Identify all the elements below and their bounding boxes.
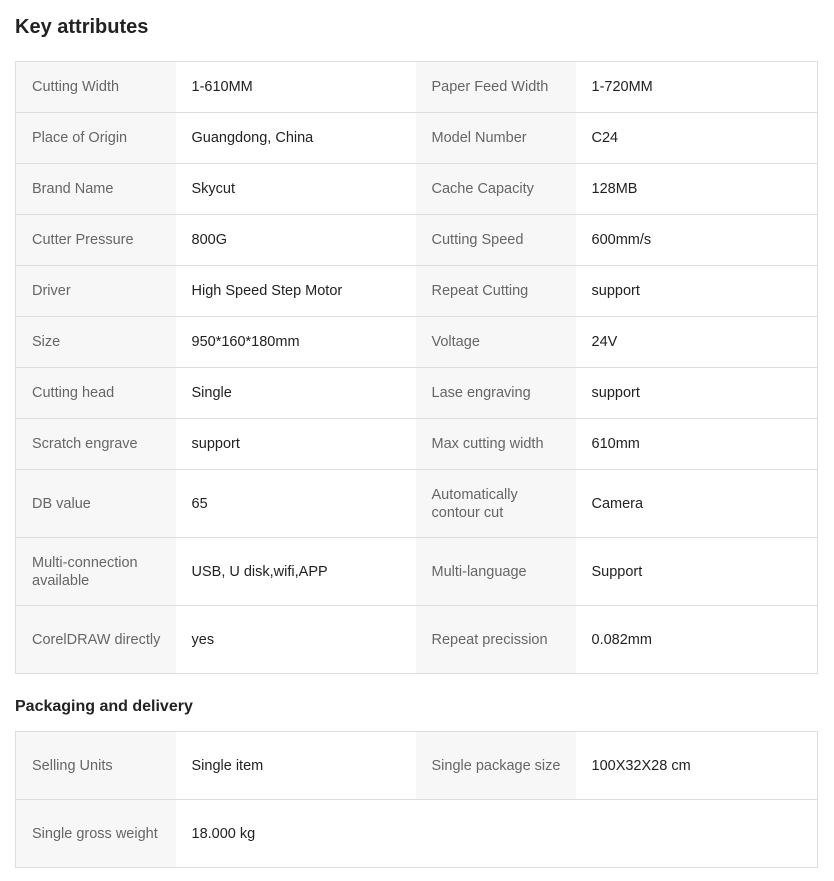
attribute-value: Guangdong, China (176, 113, 416, 164)
packaging-table (15, 731, 818, 868)
attribute-value: 65 (176, 470, 416, 538)
attribute-label: Cutting Speed (416, 215, 576, 266)
attribute-label: Cutting head (16, 368, 176, 419)
attribute-label: Place of Origin (16, 113, 176, 164)
attribute-label: Single package size (416, 732, 576, 800)
attribute-label: Repeat Cutting (416, 266, 576, 317)
attribute-label: Cutting Width (16, 62, 176, 113)
attribute-label: Automatically contour cut (416, 470, 576, 538)
attribute-label: Model Number (416, 113, 576, 164)
attribute-value: Skycut (176, 164, 416, 215)
attribute-label: Multi-language (416, 538, 576, 606)
attribute-value: Support (576, 538, 818, 606)
attribute-label: Selling Units (16, 732, 176, 800)
attribute-label: Scratch engrave (16, 419, 176, 470)
table-row (16, 419, 818, 470)
table-row (16, 266, 818, 317)
empty-cell (416, 800, 818, 868)
attribute-value: USB, U disk,wifi,APP (176, 538, 416, 606)
attribute-value: 600mm/s (576, 215, 818, 266)
attribute-value: support (176, 419, 416, 470)
table-row (16, 538, 818, 606)
attribute-value: 800G (176, 215, 416, 266)
attribute-value: 610mm (576, 419, 818, 470)
table-row (16, 62, 818, 113)
attribute-label: Lase engraving (416, 368, 576, 419)
table-row (16, 317, 818, 368)
attribute-label: Repeat precission (416, 606, 576, 674)
key-attributes-table (15, 61, 818, 674)
attribute-label: Driver (16, 266, 176, 317)
table-row (16, 800, 818, 868)
attribute-value: support (576, 266, 818, 317)
attribute-label: DB value (16, 470, 176, 538)
attribute-label: Size (16, 317, 176, 368)
attribute-value: yes (176, 606, 416, 674)
attribute-value: Single item (176, 732, 416, 800)
table-row (16, 732, 818, 800)
attribute-label: Single gross weight (16, 800, 176, 868)
table-row (16, 215, 818, 266)
attribute-value: 128MB (576, 164, 818, 215)
table-row (16, 164, 818, 215)
attribute-label: Multi-connection available (16, 538, 176, 606)
attribute-value: 100X32X28 cm (576, 732, 818, 800)
attribute-label: Cache Capacity (416, 164, 576, 215)
attribute-label: Cutter Pressure (16, 215, 176, 266)
attribute-label: Brand Name (16, 164, 176, 215)
attribute-label: Max cutting width (416, 419, 576, 470)
attribute-label: Paper Feed Width (416, 62, 576, 113)
attribute-value: 950*160*180mm (176, 317, 416, 368)
attribute-value: support (576, 368, 818, 419)
table-row (16, 113, 818, 164)
attribute-value: High Speed Step Motor (176, 266, 416, 317)
attribute-value: Single (176, 368, 416, 419)
attribute-value: 18.000 kg (176, 800, 416, 868)
attribute-value: 1-610MM (176, 62, 416, 113)
table-row (16, 606, 818, 674)
table-row (16, 470, 818, 538)
attribute-value: Camera (576, 470, 818, 538)
key-attributes-title: Key attributes (15, 16, 149, 38)
attribute-value: C24 (576, 113, 818, 164)
table-row (16, 368, 818, 419)
attribute-value: 1-720MM (576, 62, 818, 113)
attribute-label: Voltage (416, 317, 576, 368)
attribute-value: 0.082mm (576, 606, 818, 674)
attribute-label: CorelDRAW directly (16, 606, 176, 674)
packaging-title: Packaging and delivery (15, 698, 193, 715)
attribute-value: 24V (576, 317, 818, 368)
